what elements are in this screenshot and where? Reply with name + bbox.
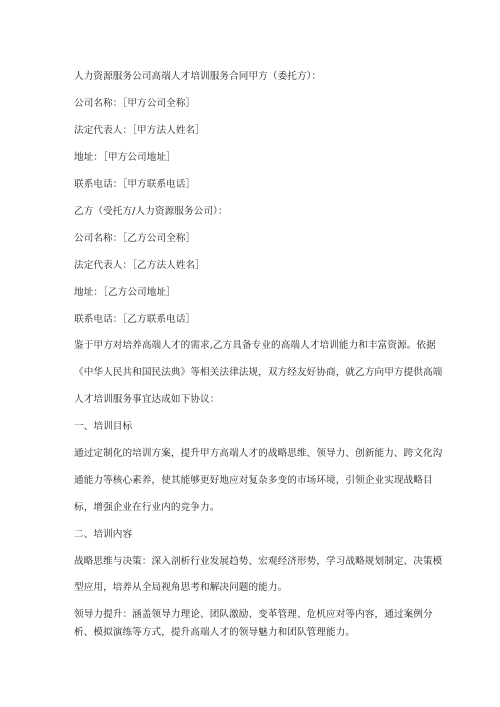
preamble-line-2: 《中华人民共和国民法典》等相关法律法规，双方经友好协商，就乙方向甲方提供高端: [74, 367, 442, 378]
section-2-item-1-line-1: 战略思维与决策：深入剖析行业发展趋势、宏观经济形势，学习战略规划制定、决策模: [74, 556, 442, 567]
section-1-line-3: 标，增强企业在行业内的竞争力。: [74, 502, 220, 513]
party-b-company-name: 公司名称：［乙方公司全称］: [74, 233, 196, 244]
party-a-phone: 联系电话：［甲方联系电话］: [74, 179, 196, 190]
contract-title-party-a: 人力资源服务公司高端人才培训服务合同甲方（委托方）：: [74, 71, 322, 82]
section-2-item-2-line-1: 领导力提升：涵盖领导力理论、团队激励、变革管理、危机应对等内容，通过案例分: [74, 609, 433, 620]
preamble-line-3: 人才培训服务事宜达成如下协议：: [74, 394, 220, 405]
section-1-heading: 一、培训目标: [74, 421, 133, 432]
party-b-heading: 乙方（受托方/人力资源服务公司）：: [74, 206, 228, 217]
section-2-heading: 二、培训内容: [74, 529, 133, 540]
party-a-company-name: 公司名称：［甲方公司全称］: [74, 98, 196, 109]
party-a-legal-rep: 法定代表人：［甲方法人姓名］: [74, 125, 205, 136]
preamble-line-1: 鉴于甲方对培养高端人才的需求,乙方具备专业的高端人才培训能力和丰富资源。依据: [74, 340, 436, 351]
party-b-address: 地址：［乙方公司地址］: [74, 287, 176, 298]
section-2-item-1-line-2: 型应用，培养从全局视角思考和解决问题的能力。: [74, 582, 288, 593]
party-b-phone: 联系电话：［乙方联系电话］: [74, 314, 196, 325]
party-b-legal-rep: 法定代表人：［乙方法人姓名］: [74, 260, 205, 271]
section-1-line-1: 通过定制化的培训方案，提升甲方高端人才的战略思维、领导力、创新能力、跨文化沟: [74, 448, 442, 459]
section-1-line-2: 通能力等核心素养，使其能够更好地应对复杂多变的市场环境，引领企业实现战略目: [74, 475, 433, 486]
party-a-address: 地址：［甲方公司地址］: [74, 152, 176, 163]
section-2-item-2-line-2: 析、模拟演练等方式，提升高端人才的领导魅力和团队管理能力。: [74, 627, 356, 638]
